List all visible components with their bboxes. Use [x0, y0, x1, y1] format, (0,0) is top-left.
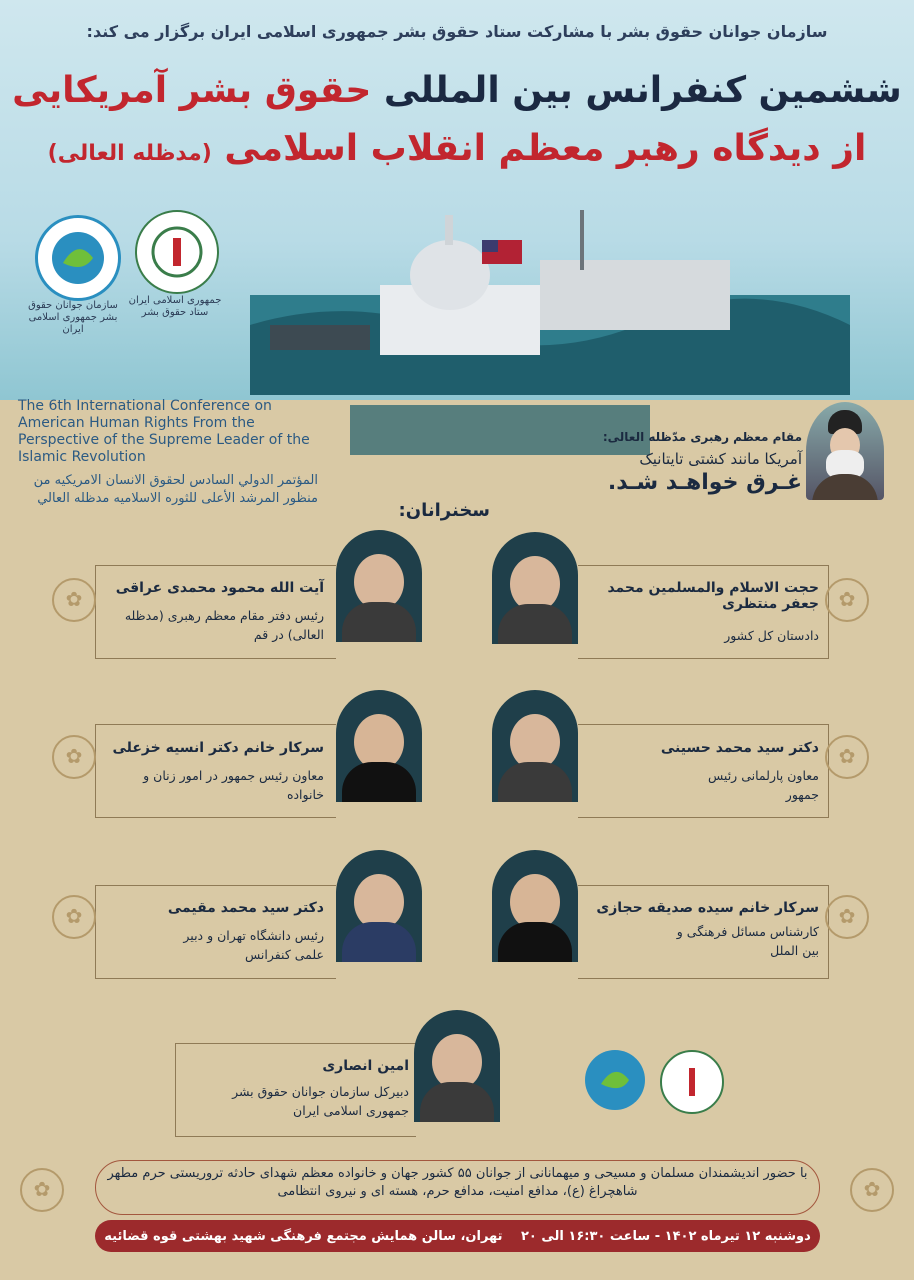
speakers-heading: سخنرانان: [398, 500, 490, 521]
ornament-icon: ✿ [20, 1168, 64, 1212]
speaker-role: معاون رئیس جمهور در امور زنان و خانواده [143, 768, 324, 802]
leader-photo [806, 402, 884, 500]
event-date: دوشنبه ۱۲ تیرماه ۱۴۰۲ - ساعت ۱۶:۳۰ الی ۲۰ [521, 1228, 811, 1244]
hand-dove-icon [48, 228, 108, 288]
hand-dove-icon [593, 1058, 637, 1102]
arabic-title: المؤتمر الدولي السادس لحقوق الانسان الامريكيه من منظور المرشد الأعلى للثوره الاسلاميه مدظله العالي [33, 473, 318, 506]
quote-line2: غـرق خواهـد شـد. [607, 470, 802, 495]
speaker-photo [414, 1010, 500, 1122]
title-dark-part: ششمین کنفرانس بین المللی [383, 70, 902, 111]
speaker-photo [336, 850, 422, 962]
attendees-note: با حضور اندیشمندان مسلمان و مسیحی و میهمانانی از جوانان ۵۵ کشور جهان و خانواده معظم شهدای حادثه تروریستی حرم مطهر شاهچراغ (ع)، مدافع امنیت، مدافع حرم، هسته ای و نیروی انتظامی [95, 1160, 820, 1215]
ornament-icon: ✿ [825, 735, 869, 779]
leader-quote [502, 430, 802, 495]
speaker-photo [492, 850, 578, 962]
ornament-icon: ✿ [850, 1168, 894, 1212]
youth-human-rights-logo-small [585, 1050, 645, 1110]
quote-attribution: مقام معظم رهبری مدّظله العالی: [602, 430, 802, 444]
speaker-photo [492, 532, 578, 644]
human-rights-hq-logo [135, 210, 219, 294]
speaker-name: سرکار خانم سیده صدیقه حجازی [596, 900, 819, 916]
speaker-role: رئیس دفتر مقام معظم رهبری (مدظله العالی) در قم [124, 608, 324, 642]
right-logo-caption: جمهوری اسلامی ایران ستاد حقوق بشر [128, 295, 222, 318]
speaker-photo [492, 690, 578, 802]
ornament-icon: ✿ [825, 895, 869, 939]
quote-line1: آمریکا مانند کشتی تایتانیک [639, 450, 802, 468]
ornament-icon: ✿ [52, 735, 96, 779]
speaker-role: دبیرکل سازمان جوانان حقوق بشر جمهوری اسلامی ایران [232, 1084, 409, 1118]
intro-text: سازمان جوانان حقوق بشر با مشارکت ستاد حقوق بشر جمهوری اسلامی ایران برگزار می کند: [86, 22, 828, 41]
event-info-bar [95, 1220, 820, 1252]
speaker-photo [336, 530, 422, 642]
speaker-role: رئیس دانشگاه تهران و دبیر علمی کنفرانس [183, 928, 324, 962]
youth-human-rights-logo [35, 215, 121, 301]
title-line2-red: از دیدگاه رهبر معظم انقلاب اسلامی [224, 128, 867, 169]
main-title-line2 [0, 128, 914, 169]
speaker-name: دکتر سید محمد مقیمی [167, 900, 324, 916]
emblem-icon [672, 1062, 712, 1102]
human-rights-hq-logo-small [660, 1050, 724, 1114]
event-venue: تهران، سالن همایش مجتمع فرهنگی شهید بهشتی قوه قضائیه [104, 1228, 503, 1244]
title-red-part: حقوق بشر آمریکایی [12, 70, 372, 111]
speaker-name: آیت الله محمود محمدی عراقی [115, 580, 324, 596]
ornament-icon: ✿ [52, 895, 96, 939]
speaker-photo [336, 690, 422, 802]
emblem-icon [147, 222, 207, 282]
left-logo-caption: سازمان جوانان حقوق بشر جمهوری اسلامی ایران [28, 300, 118, 335]
speaker-name: دکتر سید محمد حسینی [660, 740, 819, 756]
english-title: The 6th International Conference on American Human Rights From the Perspective of the Supreme Leader of the Islamic Revolution [18, 398, 310, 465]
speaker-name: امین انصاری [322, 1058, 409, 1074]
title-line2-suffix: (مدظله العالی) [47, 141, 212, 166]
speaker-name: سرکار خانم دکتر انسیه خزعلی [112, 740, 324, 756]
speaker-role: دادستان کل کشور [724, 628, 819, 643]
speaker-role: معاون پارلمانی رئیس جمهور [708, 768, 819, 802]
speaker-role: کارشناس مسائل فرهنگی و بین الملل [676, 924, 819, 958]
ornament-icon: ✿ [825, 578, 869, 622]
main-title-line1 [0, 70, 914, 111]
ornament-icon: ✿ [52, 578, 96, 622]
sinking-capitol-ship-illustration [250, 205, 850, 455]
speaker-name: حجت الاسلام والمسلمین محمد جعفر منتظری [607, 580, 819, 612]
